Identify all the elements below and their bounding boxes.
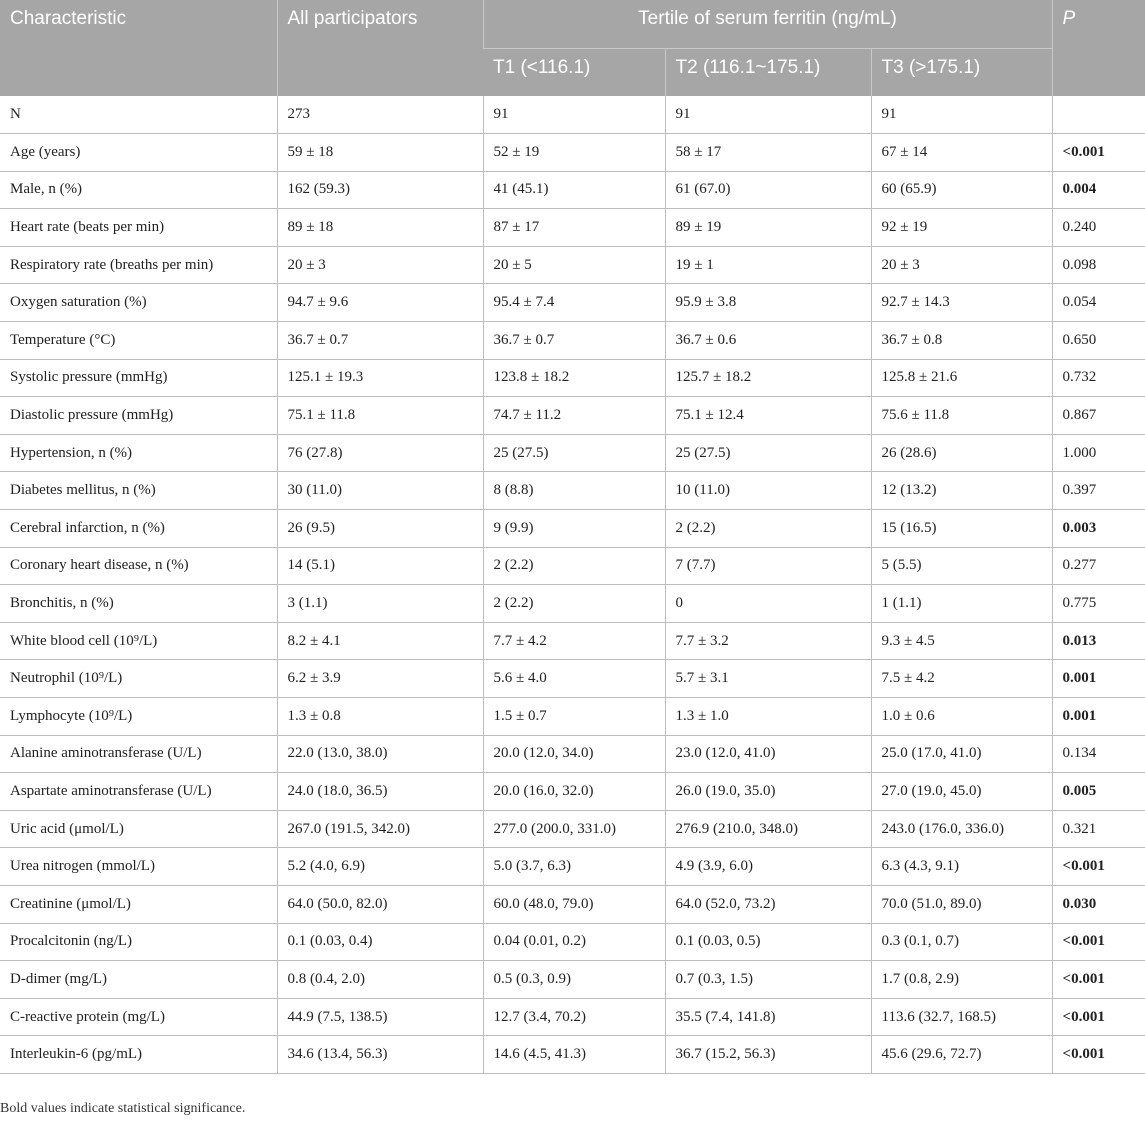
cell-t3: 5 (5.5): [871, 547, 1052, 585]
cell-p: 0.001: [1052, 660, 1145, 698]
cell-p: <0.001: [1052, 848, 1145, 886]
cell-name: D-dimer (mg/L): [0, 961, 277, 999]
header-p: P: [1052, 0, 1145, 96]
cell-t2: 35.5 (7.4, 141.8): [665, 998, 871, 1036]
table-row: [0, 547, 1145, 585]
cell-p: 1.000: [1052, 434, 1145, 472]
header-t3: T3 (>175.1): [871, 49, 1052, 97]
cell-name: Procalcitonin (ng/L): [0, 923, 277, 961]
cell-t1: 1.5 ± 0.7: [483, 698, 665, 736]
cell-p: 0.098: [1052, 246, 1145, 284]
cell-all: 36.7 ± 0.7: [277, 322, 483, 360]
cell-t3: 0.3 (0.1, 0.7): [871, 923, 1052, 961]
table-row: [0, 735, 1145, 773]
cell-name: Bronchitis, n (%): [0, 585, 277, 623]
cell-t3: 7.5 ± 4.2: [871, 660, 1052, 698]
cell-t3: 1 (1.1): [871, 585, 1052, 623]
cell-name: Aspartate aminotransferase (U/L): [0, 773, 277, 811]
cell-t1: 7.7 ± 4.2: [483, 622, 665, 660]
table-row: [0, 209, 1145, 247]
header-t2: T2 (116.1~175.1): [665, 49, 871, 97]
table-row: [0, 773, 1145, 811]
cell-name: Alanine aminotransferase (U/L): [0, 735, 277, 773]
table-row: [0, 96, 1145, 134]
cell-t3: 9.3 ± 4.5: [871, 622, 1052, 660]
cell-t2: 4.9 (3.9, 6.0): [665, 848, 871, 886]
cell-p: 0.005: [1052, 773, 1145, 811]
cell-t1: 74.7 ± 11.2: [483, 397, 665, 435]
header-t1: T1 (<116.1): [483, 49, 665, 97]
cell-t1: 25 (27.5): [483, 434, 665, 472]
cell-t3: 6.3 (4.3, 9.1): [871, 848, 1052, 886]
cell-t3: 60 (65.9): [871, 171, 1052, 209]
cell-p: <0.001: [1052, 961, 1145, 999]
table-row: [0, 961, 1145, 999]
cell-t2: 75.1 ± 12.4: [665, 397, 871, 435]
cell-all: 22.0 (13.0, 38.0): [277, 735, 483, 773]
cell-t1: 2 (2.2): [483, 585, 665, 623]
cell-all: 0.1 (0.03, 0.4): [277, 923, 483, 961]
table-row: [0, 359, 1145, 397]
cell-t1: 8 (8.8): [483, 472, 665, 510]
cell-t1: 5.6 ± 4.0: [483, 660, 665, 698]
cell-t1: 87 ± 17: [483, 209, 665, 247]
cell-t3: 70.0 (51.0, 89.0): [871, 885, 1052, 923]
cell-name: Urea nitrogen (mmol/L): [0, 848, 277, 886]
cell-t2: 36.7 (15.2, 56.3): [665, 1036, 871, 1074]
cell-p: 0.277: [1052, 547, 1145, 585]
cell-t1: 60.0 (48.0, 79.0): [483, 885, 665, 923]
cell-t2: 10 (11.0): [665, 472, 871, 510]
table-row: [0, 284, 1145, 322]
cell-p: 0.134: [1052, 735, 1145, 773]
cell-t1: 52 ± 19: [483, 134, 665, 172]
cell-name: Coronary heart disease, n (%): [0, 547, 277, 585]
cell-all: 20 ± 3: [277, 246, 483, 284]
cell-p: 0.397: [1052, 472, 1145, 510]
cell-t1: 20.0 (16.0, 32.0): [483, 773, 665, 811]
cell-all: 44.9 (7.5, 138.5): [277, 998, 483, 1036]
cell-all: 34.6 (13.4, 56.3): [277, 1036, 483, 1074]
cell-t3: 1.7 (0.8, 2.9): [871, 961, 1052, 999]
table-row: [0, 622, 1145, 660]
cell-name: Diastolic pressure (mmHg): [0, 397, 277, 435]
cell-p: <0.001: [1052, 998, 1145, 1036]
table-header: [0, 0, 1145, 96]
cell-p: 0.003: [1052, 510, 1145, 548]
table-row: [0, 322, 1145, 360]
cell-all: 76 (27.8): [277, 434, 483, 472]
cell-t2: 25 (27.5): [665, 434, 871, 472]
cell-t3: 92.7 ± 14.3: [871, 284, 1052, 322]
cell-name: Uric acid (μmol/L): [0, 810, 277, 848]
table-row: [0, 923, 1145, 961]
header-tertile: Tertile of serum ferritin (ng/mL): [483, 0, 1052, 49]
cell-name: Oxygen saturation (%): [0, 284, 277, 322]
cell-t1: 20.0 (12.0, 34.0): [483, 735, 665, 773]
cell-name: Diabetes mellitus, n (%): [0, 472, 277, 510]
cell-p: 0.030: [1052, 885, 1145, 923]
cell-t2: 1.3 ± 1.0: [665, 698, 871, 736]
table-row: [0, 810, 1145, 848]
cell-name: Systolic pressure (mmHg): [0, 359, 277, 397]
cell-t3: 243.0 (176.0, 336.0): [871, 810, 1052, 848]
cell-name: Hypertension, n (%): [0, 434, 277, 472]
cell-t2: 7 (7.7): [665, 547, 871, 585]
cell-name: Lymphocyte (10⁹/L): [0, 698, 277, 736]
cell-t1: 14.6 (4.5, 41.3): [483, 1036, 665, 1074]
cell-p: 0.004: [1052, 171, 1145, 209]
cell-t2: 95.9 ± 3.8: [665, 284, 871, 322]
cell-t3: 91: [871, 96, 1052, 134]
cell-t2: 2 (2.2): [665, 510, 871, 548]
cell-name: Cerebral infarction, n (%): [0, 510, 277, 548]
cell-all: 94.7 ± 9.6: [277, 284, 483, 322]
cell-t2: 89 ± 19: [665, 209, 871, 247]
cell-name: Age (years): [0, 134, 277, 172]
table-row: [0, 472, 1145, 510]
cell-name: Temperature (°C): [0, 322, 277, 360]
cell-t3: 27.0 (19.0, 45.0): [871, 773, 1052, 811]
cell-name: Interleukin-6 (pg/mL): [0, 1036, 277, 1074]
cell-name: Respiratory rate (breaths per min): [0, 246, 277, 284]
cell-t3: 36.7 ± 0.8: [871, 322, 1052, 360]
cell-all: 5.2 (4.0, 6.9): [277, 848, 483, 886]
cell-t2: 276.9 (210.0, 348.0): [665, 810, 871, 848]
cell-t2: 19 ± 1: [665, 246, 871, 284]
cell-t1: 12.7 (3.4, 70.2): [483, 998, 665, 1036]
cell-t3: 15 (16.5): [871, 510, 1052, 548]
cell-all: 89 ± 18: [277, 209, 483, 247]
cell-t2: 125.7 ± 18.2: [665, 359, 871, 397]
cell-p: 0.240: [1052, 209, 1145, 247]
cell-all: 162 (59.3): [277, 171, 483, 209]
table-row: [0, 171, 1145, 209]
cell-name: Creatinine (μmol/L): [0, 885, 277, 923]
cell-all: 267.0 (191.5, 342.0): [277, 810, 483, 848]
cell-p: [1052, 96, 1145, 134]
table-row: [0, 998, 1145, 1036]
cell-p: 0.054: [1052, 284, 1145, 322]
cell-name: White blood cell (10⁹/L): [0, 622, 277, 660]
cell-t1: 91: [483, 96, 665, 134]
cell-p: 0.001: [1052, 698, 1145, 736]
table-row: [0, 660, 1145, 698]
cell-p: 0.775: [1052, 585, 1145, 623]
cell-name: N: [0, 96, 277, 134]
cell-all: 64.0 (50.0, 82.0): [277, 885, 483, 923]
table-row: [0, 397, 1145, 435]
table-row: [0, 134, 1145, 172]
cell-t1: 5.0 (3.7, 6.3): [483, 848, 665, 886]
cell-all: 59 ± 18: [277, 134, 483, 172]
cell-p: <0.001: [1052, 923, 1145, 961]
cell-t1: 2 (2.2): [483, 547, 665, 585]
cell-all: 24.0 (18.0, 36.5): [277, 773, 483, 811]
cell-p: <0.001: [1052, 1036, 1145, 1074]
table-row: [0, 434, 1145, 472]
cell-t2: 7.7 ± 3.2: [665, 622, 871, 660]
cell-t3: 12 (13.2): [871, 472, 1052, 510]
footnote: Bold values indicate statistical significance.: [0, 1101, 246, 1116]
table-row: [0, 510, 1145, 548]
cell-t3: 125.8 ± 21.6: [871, 359, 1052, 397]
cell-t3: 26 (28.6): [871, 434, 1052, 472]
cell-all: 30 (11.0): [277, 472, 483, 510]
header-characteristic: Characteristic: [0, 0, 277, 96]
cell-all: 0.8 (0.4, 2.0): [277, 961, 483, 999]
cell-name: Male, n (%): [0, 171, 277, 209]
table-row: [0, 848, 1145, 886]
cell-t3: 67 ± 14: [871, 134, 1052, 172]
header-all-participators: All participators: [277, 0, 483, 96]
cell-t1: 277.0 (200.0, 331.0): [483, 810, 665, 848]
table-body: [0, 96, 1145, 1073]
cell-t3: 25.0 (17.0, 41.0): [871, 735, 1052, 773]
cell-name: Heart rate (beats per min): [0, 209, 277, 247]
table-row: [0, 885, 1145, 923]
cell-all: 14 (5.1): [277, 547, 483, 585]
cell-p: 0.867: [1052, 397, 1145, 435]
cell-t2: 64.0 (52.0, 73.2): [665, 885, 871, 923]
cell-t1: 0.04 (0.01, 0.2): [483, 923, 665, 961]
cell-t3: 45.6 (29.6, 72.7): [871, 1036, 1052, 1074]
cell-all: 1.3 ± 0.8: [277, 698, 483, 736]
cell-t1: 36.7 ± 0.7: [483, 322, 665, 360]
cell-t2: 0.7 (0.3, 1.5): [665, 961, 871, 999]
cell-all: 6.2 ± 3.9: [277, 660, 483, 698]
cell-t3: 113.6 (32.7, 168.5): [871, 998, 1052, 1036]
cell-name: C-reactive protein (mg/L): [0, 998, 277, 1036]
cell-t1: 20 ± 5: [483, 246, 665, 284]
cell-t3: 1.0 ± 0.6: [871, 698, 1052, 736]
cell-t2: 61 (67.0): [665, 171, 871, 209]
cell-t2: 58 ± 17: [665, 134, 871, 172]
cell-t2: 91: [665, 96, 871, 134]
cell-t1: 95.4 ± 7.4: [483, 284, 665, 322]
cell-p: 0.732: [1052, 359, 1145, 397]
cell-all: 3 (1.1): [277, 585, 483, 623]
cell-t2: 0: [665, 585, 871, 623]
cell-all: 75.1 ± 11.8: [277, 397, 483, 435]
cell-name: Neutrophil (10⁹/L): [0, 660, 277, 698]
cell-p: 0.013: [1052, 622, 1145, 660]
table-row: [0, 246, 1145, 284]
cell-all: 8.2 ± 4.1: [277, 622, 483, 660]
cell-p: <0.001: [1052, 134, 1145, 172]
cell-t2: 5.7 ± 3.1: [665, 660, 871, 698]
cell-t1: 123.8 ± 18.2: [483, 359, 665, 397]
cell-t3: 75.6 ± 11.8: [871, 397, 1052, 435]
cell-all: 273: [277, 96, 483, 134]
cell-t2: 36.7 ± 0.6: [665, 322, 871, 360]
cell-t2: 26.0 (19.0, 35.0): [665, 773, 871, 811]
table-row: [0, 698, 1145, 736]
cell-t3: 20 ± 3: [871, 246, 1052, 284]
cell-p: 0.650: [1052, 322, 1145, 360]
cell-t3: 92 ± 19: [871, 209, 1052, 247]
table-row: [0, 585, 1145, 623]
cell-p: 0.321: [1052, 810, 1145, 848]
cell-all: 125.1 ± 19.3: [277, 359, 483, 397]
table-row: [0, 1036, 1145, 1074]
cell-all: 26 (9.5): [277, 510, 483, 548]
cell-t1: 0.5 (0.3, 0.9): [483, 961, 665, 999]
cell-t2: 23.0 (12.0, 41.0): [665, 735, 871, 773]
cell-t2: 0.1 (0.03, 0.5): [665, 923, 871, 961]
cell-t1: 41 (45.1): [483, 171, 665, 209]
cell-t1: 9 (9.9): [483, 510, 665, 548]
